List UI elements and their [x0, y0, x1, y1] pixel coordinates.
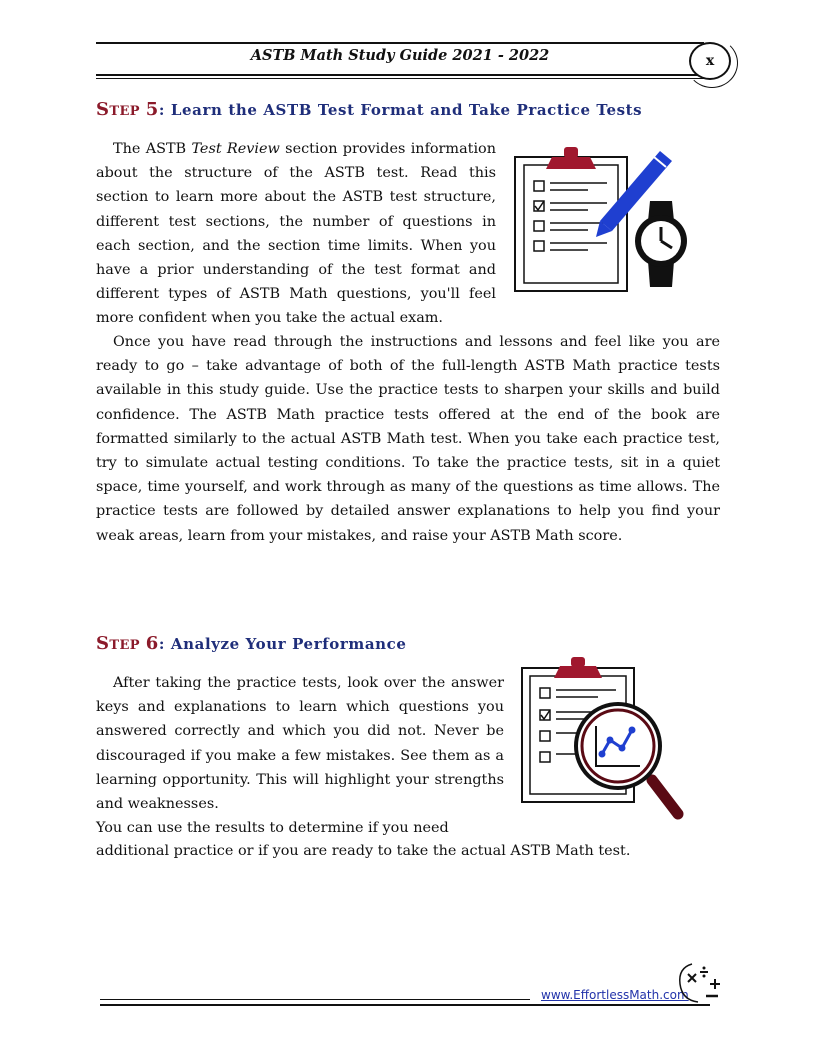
- step5-title: : Learn the ASTB Test Format and Take Practice Tests: [158, 101, 643, 119]
- page-number: x: [689, 42, 731, 80]
- step5-para1-italic: Test Review: [191, 141, 280, 157]
- step6-word: Step: [96, 633, 140, 654]
- clipboard-clip-top: [564, 147, 578, 158]
- step6-title: : Analyze Your Performance: [158, 635, 407, 653]
- step6-para2-line2: additional practice or if you are ready to take the actual ASTB Math test.: [96, 843, 631, 859]
- step6-para2-line1: You can use the results to determine if you need: [96, 820, 449, 837]
- header-rule-top: [96, 42, 704, 44]
- clipboard-clip: [546, 157, 596, 169]
- step5-para1-rest: section provides information about the structure of the ASTB test. Read this section to learn more about the ASTB test structure, different test sections, the number of questions in each section, and the section time limits. When you have a prior understanding of the test format and different types of ASTB Math questions, you'll feel more confident when you take the actual exam.: [96, 141, 496, 327]
- header-rule-bottom: [96, 74, 704, 76]
- footer-rule-bottom: [100, 1004, 710, 1006]
- step5-para2-text: Once you have read through the instructions and lessons and feel like you are ready to go – take advantage of both of the full-length ASTB Math practice tests available in this study guide. Use the practice tests to sharpen your skills and build confidence. The ASTB Math practice tests offered at the end of the book are formatted similarly to the actual ASTB Math test. When you take each practice test, try to simulate actual testing conditions. To take the practice tests, sit in a quiet space, time yourself, and work through as many of the questions as time allows. The practice tests are followed by detailed answer explanations to help you find your weak areas, learn from your mistakes, and raise your ASTB Math score.: [96, 334, 720, 544]
- step6-para1-text: After taking the practice tests, look over the answer keys and explanations to learn which questions you answered correctly and which you did not. Never be discouraged if you make a few mistakes. See them as a learning opportunity. This will highlight your strengths and weaknesses.: [96, 675, 504, 813]
- step5-paragraph-1: [96, 137, 496, 331]
- step5-paragraph-2: [96, 330, 720, 548]
- step6-heading: [96, 633, 407, 654]
- step5-para1-prefix: The ASTB: [113, 141, 192, 157]
- clipboard-clip-top: [571, 657, 585, 667]
- clipboard-pencil-watch-icon: [510, 143, 700, 295]
- watch-icon: [635, 201, 687, 287]
- step5-word: Step: [96, 99, 140, 120]
- step5-heading: [96, 99, 642, 120]
- footer-website-link[interactable]: www.EffortlessMath.com: [541, 988, 689, 1002]
- step6-paragraph-1: [96, 671, 504, 840]
- step5-number: 5: [145, 99, 159, 120]
- footer-rule-top: [100, 999, 530, 1000]
- step6-paragraph-2-continued: [96, 839, 720, 863]
- clipboard-clip: [554, 666, 602, 678]
- running-header-title: ASTB Math Study Guide 2021 - 2022: [250, 47, 550, 64]
- math-operators-icon: [674, 960, 726, 1006]
- header-rule-bottom-thin: [96, 78, 704, 79]
- step6-number: 6: [145, 633, 159, 654]
- clipboard-magnifier-chart-icon: [518, 654, 688, 826]
